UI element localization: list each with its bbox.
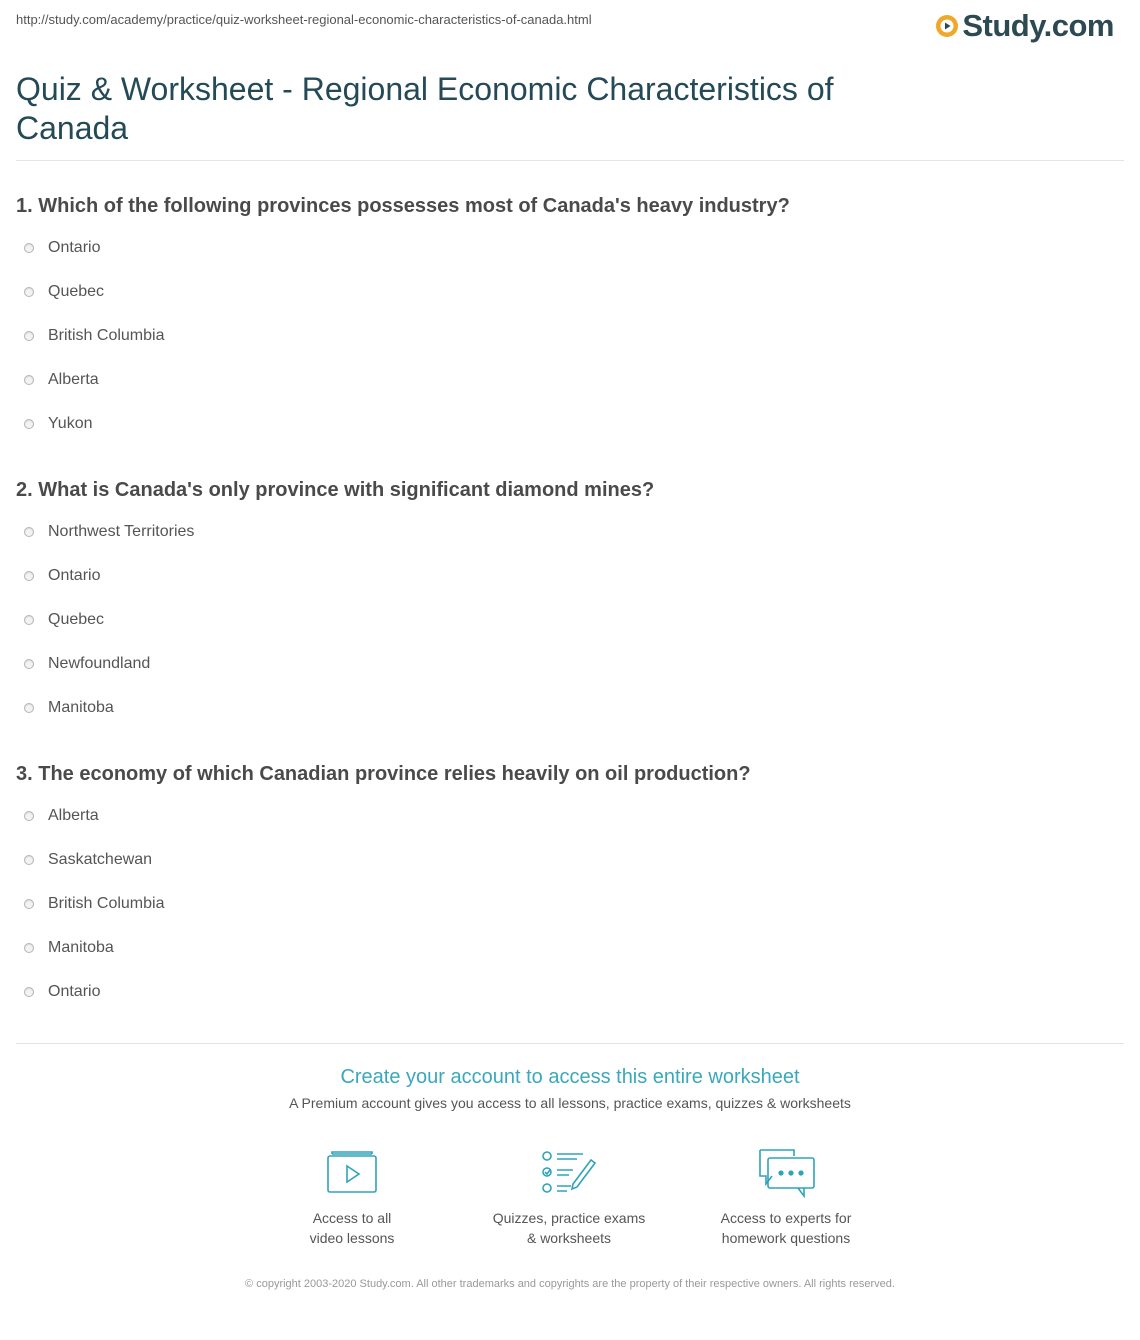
- answer-options: [16, 510, 1116, 730]
- question-text: 1. Which of the following provinces possesses most of Canada's heavy industry?: [16, 195, 790, 217]
- option-label: Yukon: [48, 415, 93, 432]
- radio-button[interactable]: [24, 659, 34, 669]
- study-logo[interactable]: [935, 8, 1114, 44]
- feature-line: Quizzes, practice exams: [492, 1210, 646, 1226]
- feature-quizzes: [469, 1146, 669, 1248]
- radio-button[interactable]: [24, 615, 34, 625]
- video-lesson-icon: [322, 1146, 382, 1200]
- answer-option[interactable]: [16, 226, 1116, 270]
- option-label: Quebec: [48, 611, 105, 628]
- radio-button[interactable]: [24, 987, 34, 997]
- radio-button[interactable]: [24, 811, 34, 821]
- feature-line: video lessons: [309, 1230, 395, 1246]
- feature-text: [469, 1208, 669, 1248]
- page-url: http://study.com/academy/practice/quiz-worksheet-regional-economic-characteristics-of-canada.html: [16, 12, 592, 27]
- feature-video-lessons: [252, 1146, 452, 1248]
- question-text: 2. What is Canada's only province with significant diamond mines?: [16, 479, 655, 501]
- footer-divider: [16, 1043, 1124, 1044]
- logo-text: Study.com: [962, 8, 1114, 43]
- cta-subtitle: A Premium account gives you access to all lessons, practice exams, quizzes & worksheets: [289, 1095, 851, 1111]
- answer-option[interactable]: [16, 882, 1116, 926]
- answer-option[interactable]: [16, 838, 1116, 882]
- answer-option[interactable]: [16, 926, 1116, 970]
- radio-button[interactable]: [24, 375, 34, 385]
- radio-button[interactable]: [24, 419, 34, 429]
- feature-line: homework questions: [721, 1230, 851, 1246]
- answer-options: [16, 794, 1116, 1014]
- option-label: Ontario: [48, 239, 101, 256]
- answer-option[interactable]: [16, 970, 1116, 1014]
- feature-text: [686, 1208, 886, 1248]
- option-label: Alberta: [48, 371, 99, 388]
- feature-line: Access to all: [312, 1210, 392, 1226]
- radio-button[interactable]: [24, 899, 34, 909]
- option-label: Quebec: [48, 283, 105, 300]
- radio-button[interactable]: [24, 855, 34, 865]
- answer-option[interactable]: [16, 358, 1116, 402]
- radio-button[interactable]: [24, 571, 34, 581]
- copyright-text: © copyright 2003-2020 Study.com. All other trademarks and copyrights are the property of their respective owners. All rights reserved.: [245, 1278, 895, 1290]
- radio-button[interactable]: [24, 943, 34, 953]
- feature-line: Access to experts for: [720, 1210, 852, 1226]
- radio-button[interactable]: [24, 527, 34, 537]
- radio-button[interactable]: [24, 331, 34, 341]
- create-account-link[interactable]: Create your account to access this entire worksheet: [340, 1066, 800, 1088]
- option-label: Saskatchewan: [48, 851, 153, 868]
- question-3: [16, 760, 1116, 1022]
- answer-option[interactable]: [16, 510, 1116, 554]
- answer-option[interactable]: [16, 642, 1116, 686]
- question-1: [16, 192, 1116, 454]
- play-circle-icon: [935, 14, 959, 38]
- answer-option[interactable]: [16, 314, 1116, 358]
- header-divider: [16, 160, 1124, 161]
- option-label: British Columbia: [48, 895, 165, 912]
- answer-option[interactable]: [16, 686, 1116, 730]
- answer-options: [16, 226, 1116, 446]
- radio-button[interactable]: [24, 287, 34, 297]
- radio-button[interactable]: [24, 243, 34, 253]
- option-label: Manitoba: [48, 699, 114, 716]
- answer-option[interactable]: [16, 554, 1116, 598]
- feature-line: & worksheets: [526, 1230, 612, 1246]
- copyright-footer: [0, 1276, 1140, 1293]
- option-label: Ontario: [48, 983, 101, 1000]
- radio-button[interactable]: [24, 703, 34, 713]
- answer-option[interactable]: [16, 270, 1116, 314]
- answer-option[interactable]: [16, 402, 1116, 446]
- chat-bubbles-icon: [754, 1146, 818, 1200]
- feature-text: [252, 1208, 452, 1248]
- option-label: Northwest Territories: [48, 523, 195, 540]
- option-label: Newfoundland: [48, 655, 151, 672]
- option-label: British Columbia: [48, 327, 165, 344]
- question-text: 3. The economy of which Canadian province relies heavily on oil production?: [16, 763, 751, 785]
- signup-callout: [0, 1066, 1140, 1111]
- option-label: Alberta: [48, 807, 99, 824]
- checklist-icon: [539, 1146, 599, 1200]
- answer-option[interactable]: [16, 794, 1116, 838]
- answer-option[interactable]: [16, 598, 1116, 642]
- option-label: Ontario: [48, 567, 101, 584]
- page-title: Quiz & Worksheet - Regional Economic Characteristics of Canada: [16, 71, 834, 146]
- option-label: Manitoba: [48, 939, 114, 956]
- feature-experts: [686, 1146, 886, 1248]
- question-2: [16, 476, 1116, 738]
